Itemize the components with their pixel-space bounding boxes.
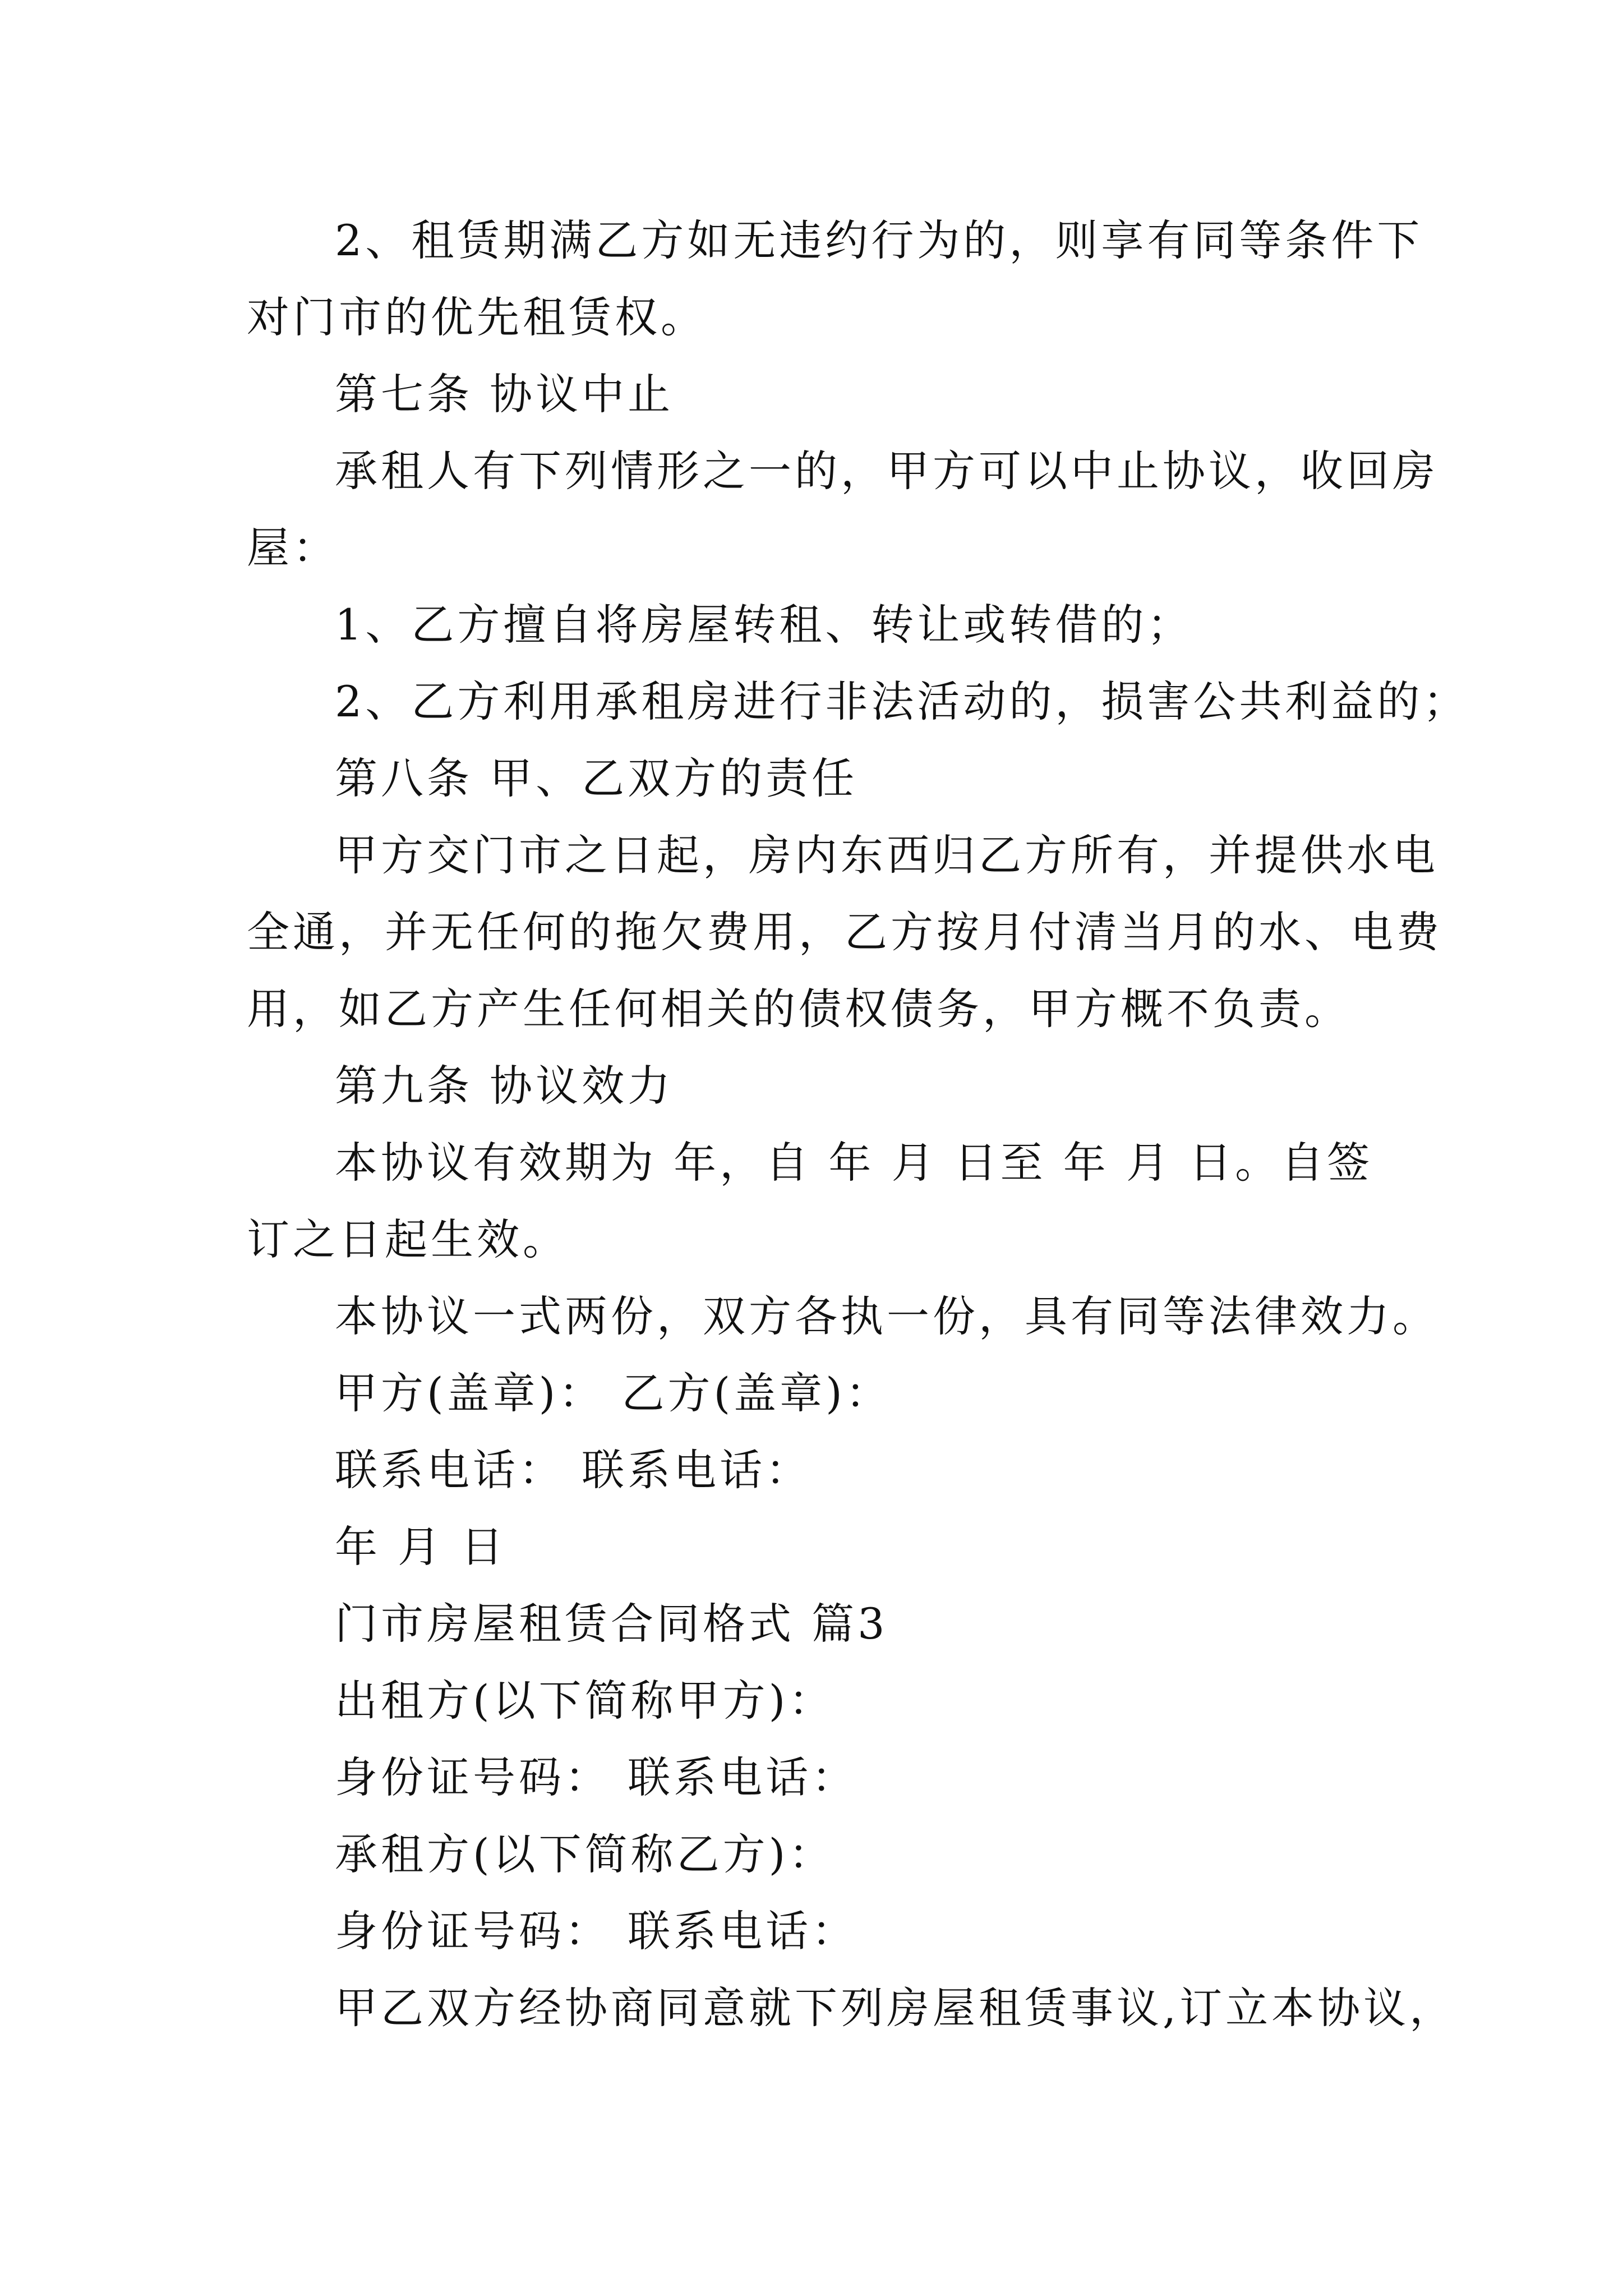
text-line: 对门市的优先租赁权。 — [247, 292, 707, 342]
section-heading: 第九条 协议效力 — [335, 1061, 674, 1111]
id-phone-line: 身份证号码： 联系电话： — [335, 1752, 858, 1802]
contract-title: 门市房屋租赁合同格式 篇3 — [335, 1599, 888, 1649]
text-line: 屋： — [247, 523, 339, 573]
document-body — [247, 202, 1469, 2046]
text-line: 1、乙方擅自将房屋转租、转让或转借的； — [335, 600, 1193, 650]
text-line: 本协议一式两份，双方各执一份，具有同等法律效力。 — [335, 1291, 1438, 1341]
text-line: 本协议有效期为 年，自 年 月 日至 年 月 日。自签 — [335, 1138, 1373, 1188]
text-line: 甲方交门市之日起，房内东西归乙方所有，并提供水电 — [335, 830, 1438, 880]
phone-line: 联系电话： 联系电话： — [335, 1445, 812, 1495]
lessee-line: 承租方(以下简称乙方)： — [335, 1829, 835, 1879]
text-line: 甲乙双方经协商同意就下列房屋租赁事议,订立本协议， — [335, 1983, 1456, 2033]
text-line: 承租人有下列情形之一的，甲方可以中止协议，收回房 — [335, 446, 1438, 496]
section-heading: 第八条 甲、乙双方的责任 — [335, 753, 858, 803]
text-line: 订之日起生效。 — [247, 1214, 569, 1264]
lessor-line: 出租方(以下简称甲方)： — [335, 1676, 835, 1726]
text-line: 2、乙方利用承租房进行非法活动的，损害公共利益的； — [335, 677, 1469, 726]
section-heading: 第七条 协议中止 — [335, 369, 674, 419]
text-line: 用，如乙方产生任何相关的债权债务，甲方概不负责。 — [247, 984, 1350, 1034]
id-phone-line: 身份证号码： 联系电话： — [335, 1906, 858, 1956]
text-line: 2、租赁期满乙方如无违约行为的，则享有同等条件下 — [335, 215, 1423, 265]
signature-line: 甲方(盖章)： 乙方(盖章)： — [335, 1368, 892, 1418]
date-line: 年 月 日 — [335, 1522, 507, 1572]
text-line: 全通，并无任何的拖欠费用，乙方按月付清当月的水、电费 — [247, 907, 1442, 957]
